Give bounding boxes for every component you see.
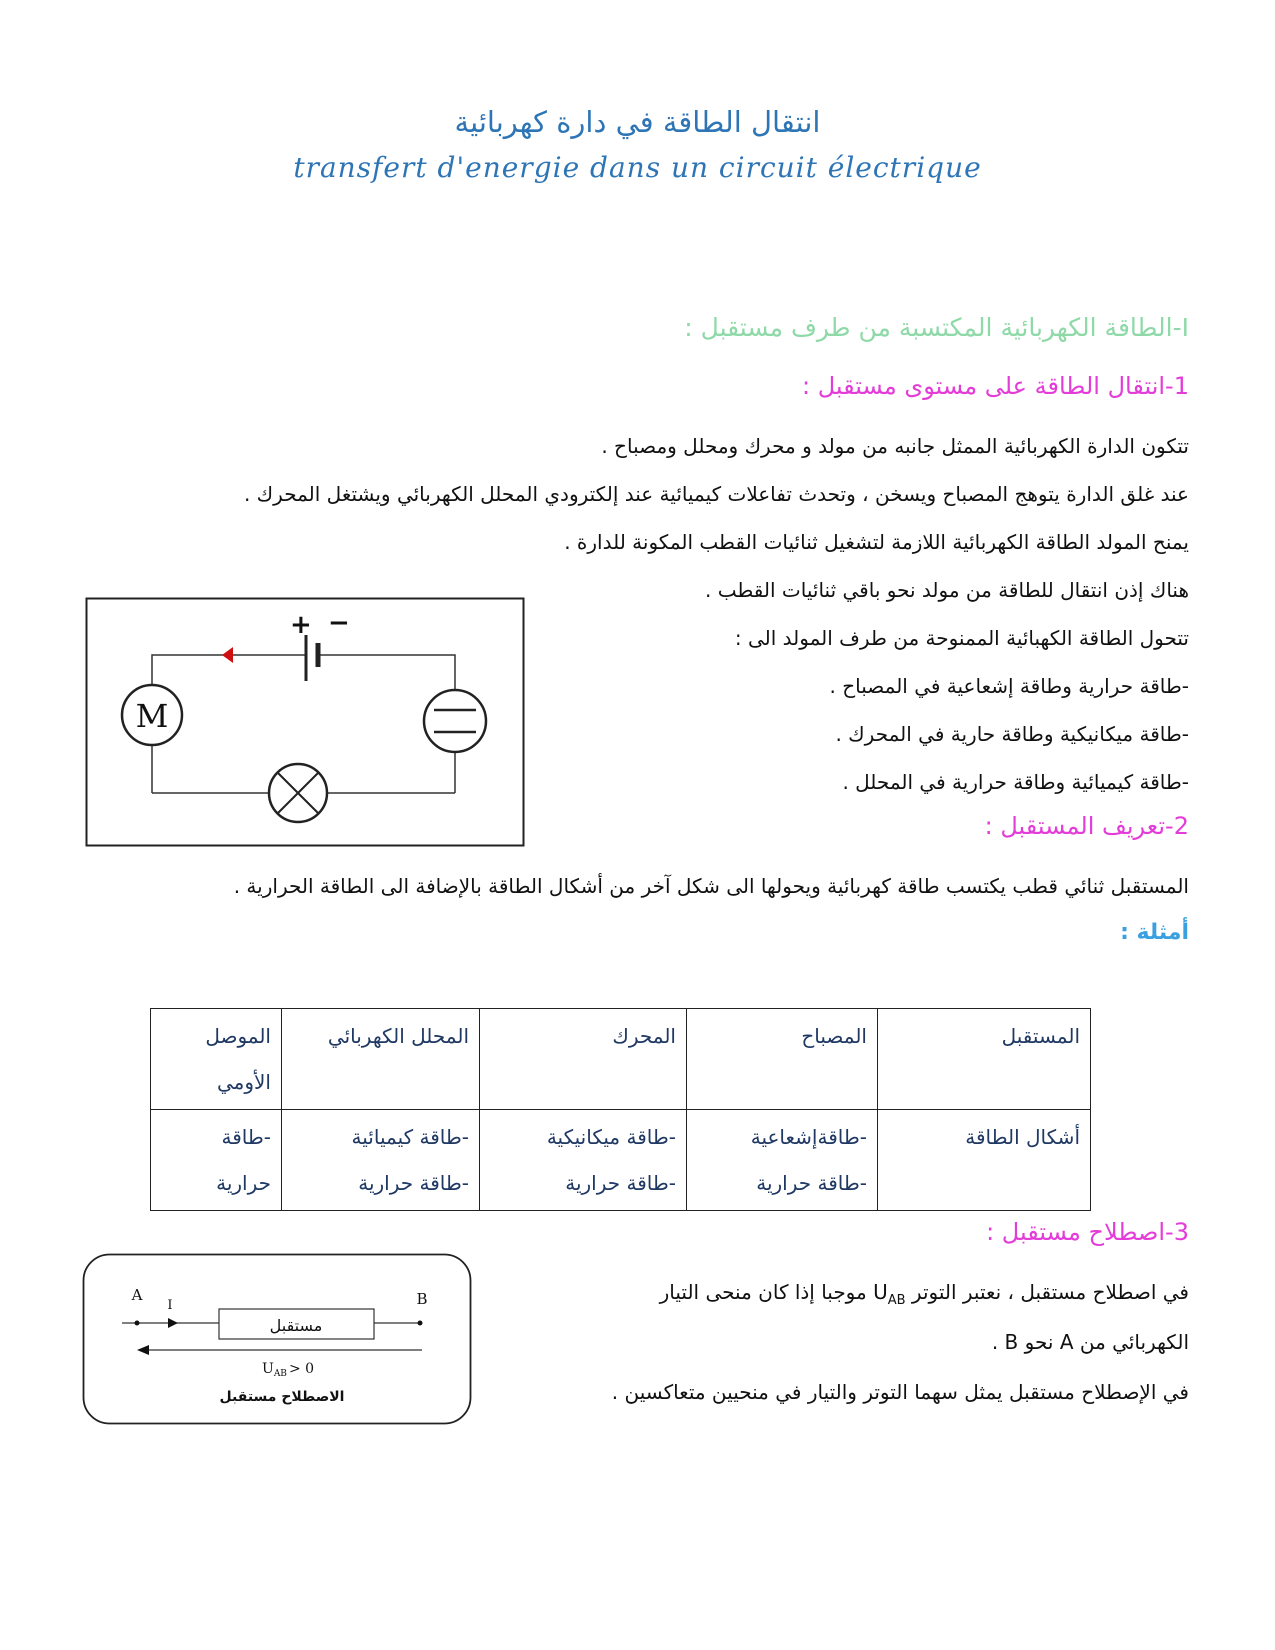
receivers-table xyxy=(150,1008,1091,1211)
table-header-cell: الموصل الأومي xyxy=(151,1009,282,1110)
table-cell-line: -طاقة حرارية xyxy=(565,1171,676,1195)
lamp-icon xyxy=(269,764,327,822)
point-b-label: B xyxy=(416,1290,428,1308)
page-title-french: transfert d'energie dans un circuit électrique xyxy=(293,151,982,184)
subsection-1-heading: 1-انتقال الطاقة على مستوى مستقبل : xyxy=(802,372,1189,400)
voltage-condition: > 0 xyxy=(288,1361,315,1377)
table-cell-line: -طاقة حرارية xyxy=(756,1171,867,1195)
voltage-symbol: U xyxy=(262,1361,274,1377)
current-label: I xyxy=(167,1298,173,1313)
section-1-heading: I-الطاقة الكهربائية المكتسبة من طرف مستقبل : xyxy=(684,313,1189,342)
subsection-2-heading: 2-تعريف المستقبل : xyxy=(984,812,1189,840)
list-item: -طاقة حرارية وطاقة إشعاعية في المصباح . xyxy=(829,674,1189,698)
table-header-cell: المستقبل xyxy=(878,1009,1091,1110)
battery-minus-sign: − xyxy=(328,608,350,638)
paragraph-line: عند غلق الدارة يتوهج المصباح ويسخن ، وتحدث تفاعلات كيميائية عند إلكترودي المحلل الكهربائي ويشتغل المحرك . xyxy=(243,482,1189,506)
voltage-label xyxy=(262,1361,314,1379)
receiver-box-label: مستقبل xyxy=(269,1316,323,1335)
point-b-dot xyxy=(418,1321,423,1326)
list-item: -طاقة كيميائية وطاقة حرارية في المحلل . xyxy=(842,770,1189,794)
convention-text-part: موجبا إذا كان منحى التيار xyxy=(659,1280,874,1304)
convention-text-line-1 xyxy=(660,1278,1189,1315)
circuit-diagram xyxy=(85,597,525,847)
table-cell-line: -طاقة حرارية xyxy=(216,1125,271,1195)
receiver-convention-diagram xyxy=(82,1253,472,1425)
paragraph-line: تتكون الدارة الكهربائية الممثل جانبه من مولد و محرك ومحلل ومصباح . xyxy=(601,434,1189,458)
convention-text-subscript: AB xyxy=(887,1293,906,1308)
motor-label: M xyxy=(135,697,169,735)
voltage-subscript: AB xyxy=(273,1369,287,1379)
table-cell xyxy=(480,1110,687,1211)
table-cell-line: -طاقة كيميائية xyxy=(351,1125,469,1149)
page-title-arabic: انتقال الطاقة في دارة كهربائية xyxy=(454,105,821,139)
battery-plus-sign: + xyxy=(290,610,312,640)
table-cell-line: -طاقة ميكانيكية xyxy=(546,1125,676,1149)
table-header-cell: المحرك xyxy=(480,1009,687,1110)
table-header-cell: المصباح xyxy=(687,1009,878,1110)
convention-text-line-2: الكهربائي من A نحو B . xyxy=(991,1330,1189,1354)
point-a-label: A xyxy=(131,1286,143,1304)
point-a-dot xyxy=(135,1321,140,1326)
table-cell xyxy=(151,1110,282,1211)
table-cell xyxy=(282,1110,480,1211)
table-cell xyxy=(687,1110,878,1211)
convention-text-part: في اصطلاح مستقبل ، نعتبر التوتر U xyxy=(873,1280,1189,1304)
table-cell-line: -طاقة حرارية xyxy=(358,1171,469,1195)
convention-text-line-3: في الإصطلاح مستقبل يمثل سهما التوتر والتيار في منحيين متعاكسين . xyxy=(611,1380,1189,1404)
table-header-cell: المحلل الكهربائي xyxy=(282,1009,480,1110)
motor-icon xyxy=(122,685,182,745)
paragraph-line: تتحول الطاقة الكهبائية الممنوحة من طرف المولد الى : xyxy=(734,626,1189,650)
table-row xyxy=(151,1110,1091,1211)
diagram-caption: الاصطلاح مستقبل xyxy=(219,1389,345,1405)
paragraph-line: يمنح المولد الطاقة الكهربائية اللازمة لتشغيل ثنائيات القطب المكونة للدارة . xyxy=(564,530,1189,554)
table-row-label: أشكال الطاقة xyxy=(878,1110,1091,1211)
table-cell-line: -طاقةإشعاعية xyxy=(750,1125,867,1149)
table-header-row xyxy=(151,1009,1091,1110)
paragraph-line: هناك إذن انتقال للطاقة من مولد نحو باقي ثنائيات القطب . xyxy=(705,578,1189,602)
subsection-3-heading: 3-اصطلاح مستقبل : xyxy=(986,1218,1189,1246)
list-item: -طاقة ميكانيكية وطاقة حارية في المحرك . xyxy=(835,722,1189,746)
electrolyzer-icon xyxy=(424,690,486,752)
examples-label: أمثلة : xyxy=(1120,920,1189,945)
definition-text: المستقبل ثنائي قطب يكتسب طاقة كهربائية ويحولها الى شكل آخر من أشكال الطاقة بالإضافة الى الطاقة الحرارية . xyxy=(233,874,1189,898)
